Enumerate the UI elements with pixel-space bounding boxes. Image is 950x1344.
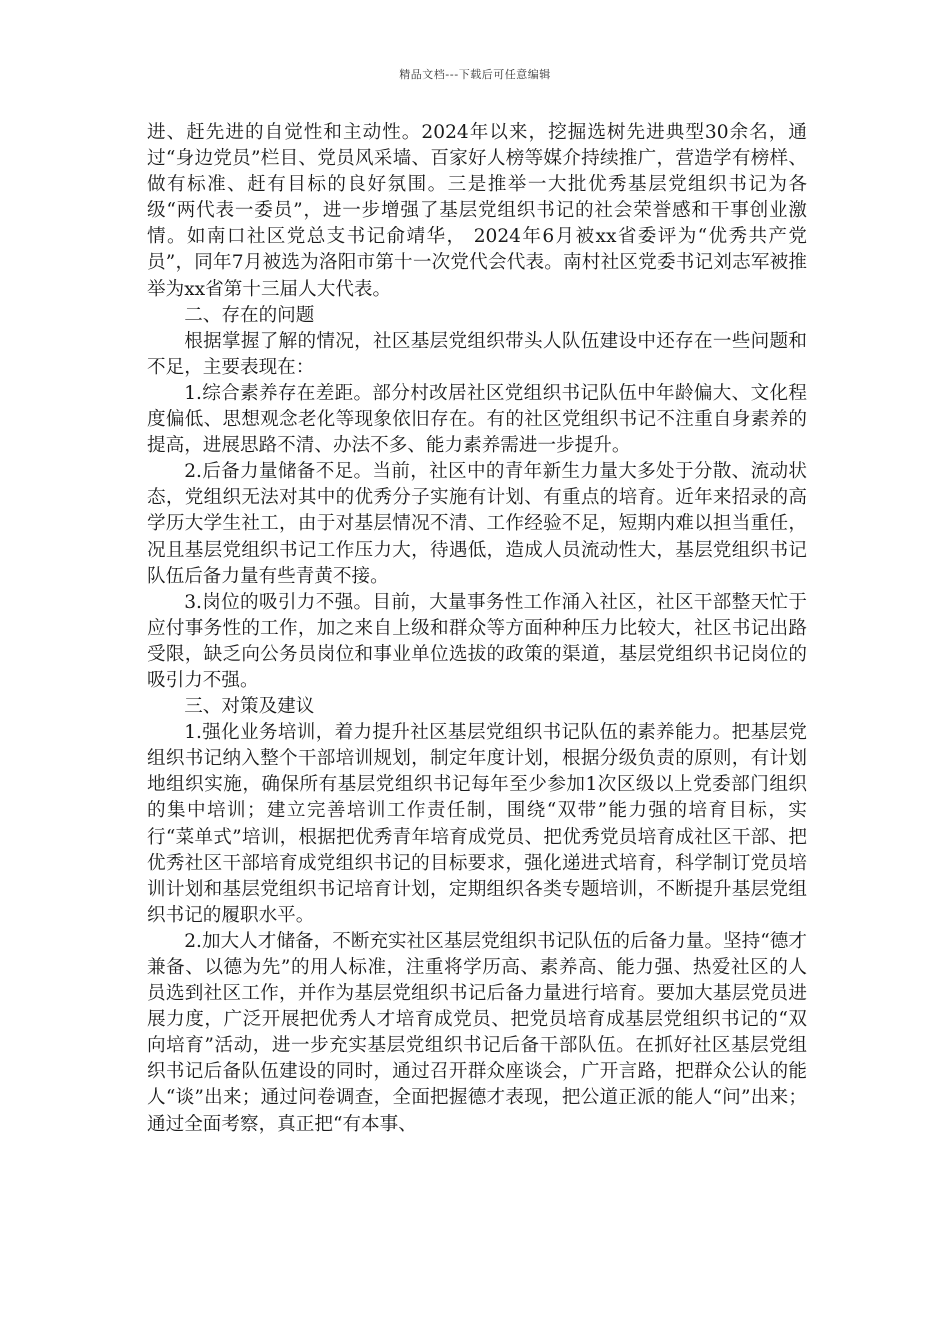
section-heading-problems: 二、存在的问题 bbox=[184, 304, 315, 326]
paragraph-problem-2: 2.后备力量储备不足。当前，社区中的青年新生力量大多处于分散、流动状态，党组织无法对其中的优秀分子实施有计划、有重点的培育。近年来招录的高学历大学生社工，由于对基层情况不清、工作经验不足，短期内难以担当重任，况且基层党组织书记工作压力大，待遇低，造成人员流动性大，基层党组织书记队伍后备力量有些青黄不接。 bbox=[147, 461, 807, 587]
page-header: 精品文档---下载后可任意编辑 bbox=[399, 68, 551, 81]
paragraph-continued-intro: 进、赶先进的自觉性和主动性。2024年以来，挖掘选树先进典型30余名，通过“身边党员”栏目、党员风采墙、百家好人榜等媒介持续推广，营造学有榜样、做有标准、赶有目标的良好氛围。三是推举一大批优秀基层党组织书记为各级“两代表一委员”，进一步增强了基层党组织书记的社会荣誉感和干事创业激情。如南口社区党总支书记俞靖华， 2024年6月被xx省委评为“优秀共产党员”，同年7月被选为洛阳市第十一次党代会代表。南村社区党委书记刘志军被推举为xx省第十三届人大代表。 bbox=[147, 122, 807, 300]
paragraph-problem-3: 3.岗位的吸引力不强。目前，大量事务性工作涌入社区，社区干部整天忙于应付事务性的工作，加之来自上级和群众等方面种种压力比较大，社区书记出路受限，缺乏向公务员岗位和事业单位选拔的政策的渠道，基层党组织书记岗位的吸引力不强。 bbox=[147, 591, 807, 691]
paragraph-measure-1: 1.强化业务培训，着力提升社区基层党组织书记队伍的素养能力。把基层党组织书记纳入整个干部培训规划，制定年度计划，根据分级负责的原则，有计划地组织实施，确保所有基层党组织书记每年至少参加1次区级以上党委部门组织的集中培训；建立完善培训工作责任制，围绕“双带”能力强的培育目标，实行“菜单式”培训，根据把优秀青年培育成党员、把优秀党员培育成社区干部、把优秀社区干部培育成党组织书记的目标要求，强化递进式培育，科学制订党员培训计划和基层党组织书记培育计划，定期组织各类专题培训，不断提升基层党组织书记的履职水平。 bbox=[147, 722, 807, 926]
paragraph-problems-intro: 根据掌握了解的情况，社区基层党组织带头人队伍建设中还存在一些问题和不足，主要表现在： bbox=[147, 330, 807, 378]
paragraph-problem-1: 1.综合素养存在差距。部分村改居社区党组织书记队伍中年龄偏大、文化程度偏低、思想观念老化等现象依旧存在。有的社区党组织书记不注重自身素养的提高，进展思路不清、办法不多、能力素养需进一步提升。 bbox=[147, 382, 807, 457]
section-heading-measures: 三、对策及建议 bbox=[184, 696, 315, 718]
document-body bbox=[147, 120, 807, 1138]
paragraph-measure-2: 2.加大人才储备，不断充实社区基层党组织书记队伍的后备力量。坚持“德才兼备、以德为先”的用人标准，注重将学历高、素养高、能力强、热爱社区的人员选到社区工作，并作为基层党组织书记后备力量进行培育。要加大基层党员进展力度，广泛开展把优秀人才培育成党员、把党员培育成基层党组织书记的“双向培育”活动，进一步充实基层党组织书记后备干部队伍。在抓好社区基层党组织书记后备队伍建设的同时，通过召开群众座谈会，广开言路，把群众公认的能人“谈”出来；通过问卷调查，全面把握德才表现，把公道正派的能人“问”出来；通过全面考察，真正把“有本事、 bbox=[147, 930, 807, 1135]
